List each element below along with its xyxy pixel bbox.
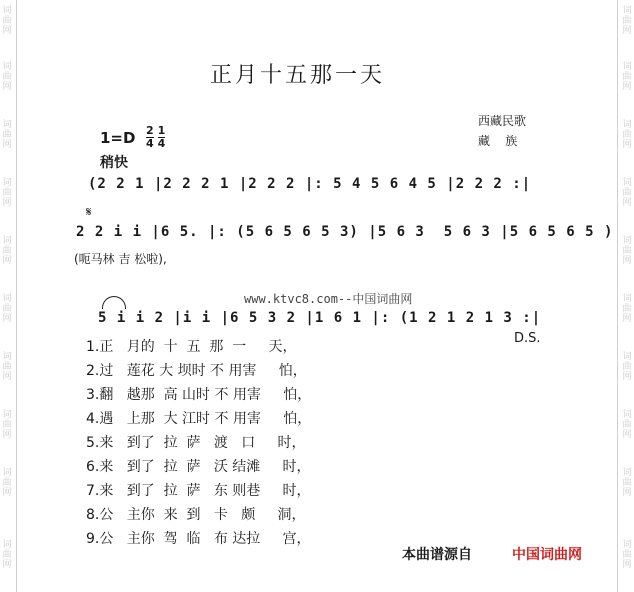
- tempo-marking: 稍快: [100, 155, 128, 171]
- watermark-mark: 词 曲 网: [622, 294, 632, 324]
- lyric-line: 5.来 到了 拉 萨 渡 口 时，: [86, 435, 306, 451]
- watermark-mark: 词 曲 网: [2, 62, 12, 92]
- notation-line-2-text: (呃马林 吉 松啦),: [74, 252, 167, 266]
- source-site-link[interactable]: 中国词曲网: [512, 547, 582, 563]
- website-watermark: www.ktvc8.com--中国词曲网: [244, 292, 413, 306]
- right-margin-rule: [617, 0, 618, 592]
- left-margin-rule: [16, 0, 17, 592]
- left-watermark-column: [0, 0, 14, 592]
- time-signature-1: $\frac{2}{4}$: [146, 124, 154, 150]
- lyric-line: 6.来 到了 拉 萨 沃 结滩 时，: [86, 459, 311, 475]
- watermark-mark: 词 曲 网: [622, 6, 632, 36]
- watermark-mark: 词 曲 网: [2, 294, 12, 324]
- watermark-mark: 词 曲 网: [2, 236, 12, 266]
- origin-line-2: 藏 族: [478, 134, 518, 148]
- time-signature-2: $\frac{1}{4}$: [157, 124, 166, 150]
- lyric-line: 9.公 主你 驾 临 布 达拉 宫，: [86, 531, 311, 547]
- watermark-mark: 词 曲 网: [2, 468, 12, 498]
- watermark-mark: 词 曲 网: [622, 236, 632, 266]
- watermark-mark: 词 曲 网: [2, 410, 12, 440]
- watermark-mark: 词 曲 网: [622, 120, 632, 150]
- watermark-mark: 词 曲 网: [622, 352, 632, 382]
- segno-mark: 𝄋: [86, 205, 92, 220]
- watermark-mark: 词 曲 网: [622, 540, 632, 570]
- watermark-mark: 词 曲 网: [2, 178, 12, 208]
- watermark-mark: 词 曲 网: [2, 6, 12, 36]
- song-title: 正月十五那一天: [210, 63, 386, 88]
- time-signature: [146, 125, 169, 150]
- right-watermark-column: [620, 0, 634, 592]
- watermark-mark: 词 曲 网: [622, 468, 632, 498]
- slur-mark: [102, 296, 126, 309]
- origin-line-1: 西藏民歌: [478, 114, 527, 128]
- watermark-mark: 词 曲 网: [622, 410, 632, 440]
- notation-line-2: 2 2 i i |6 5. |: (5 6 5 6 5 3) |5 6 3 5 6 3 |5 6 5 6 5 ): [76, 224, 614, 240]
- ds-mark: D.S.: [514, 331, 541, 346]
- watermark-mark: 词 曲 网: [2, 352, 12, 382]
- notation-line-3: 5 i i 2 |i i |6 5 3 2 |1 6 1 |: (1 2 1 2 1 3 :|: [98, 310, 542, 326]
- watermark-mark: 词 曲 网: [622, 62, 632, 92]
- source-label: 本曲谱源自: [402, 547, 472, 563]
- watermark-mark: 词 曲 网: [622, 178, 632, 208]
- key-signature: 1=D: [100, 129, 136, 147]
- notation-line-1: (2 2 1 |2 2 2 1 |2 2 2 |: 5 4 5 6 4 5 |2 2 2 :|: [88, 176, 532, 192]
- watermark-mark: 词 曲 网: [2, 540, 12, 570]
- lyric-line: 2.过 莲花 大 坝时 不 用害 怕，: [86, 363, 307, 379]
- watermark-mark: 词 曲 网: [2, 120, 12, 150]
- lyric-line: 3.翻 越那 高 山时 不 用害 怕，: [86, 387, 312, 403]
- lyric-line: 8.公 主你 来 到 卡 颇 洞，: [86, 507, 306, 523]
- lyric-line: 7.来 到了 拉 萨 东 则巷 时，: [86, 483, 311, 499]
- lyric-line: 1.正 月的 十 五 那 一 天，: [86, 339, 297, 355]
- lyric-line: 4.遇 上那 大 江时 不 用害 怕，: [86, 411, 312, 427]
